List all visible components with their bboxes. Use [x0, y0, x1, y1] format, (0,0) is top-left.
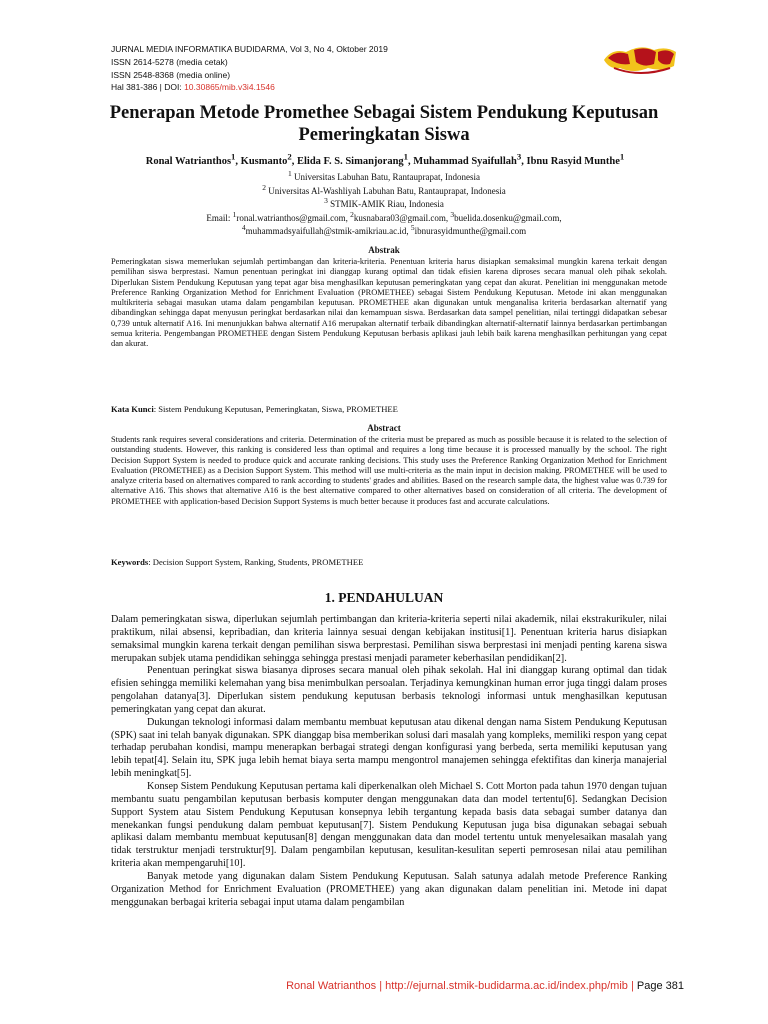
- abstrak-text: Pemeringkatan siswa memerlukan sejumlah pertimbangan dan kriteria-kriteria. Penentuan kriteria harus disiapkan semaksimal mungkin karena terkait dengan pemilihan siswa berprestasi. Namun penentuan peringkat ini dianggap kurang optimal dan tidak efisien karena diproses secara manual oleh pihak sekolah. Diperlukan Sistem Pendukung Keputusan yang tepat agar bisa menghasilkan keputusan pemeringkatan yang cepat dan akurat. Penelitian ini menggunakan metode Preference Ranking Organization Method for Enrichment Evaluation (PROMETHEE) sebagai Sistem Pendukung Keputusan. Metode ini akan menggunakan multikriteria sebagai masukan utama dalam pengambilan keputusan. PROMETHEE akan digunakan untuk menganalisa kriteria berdasarkan alternatif yang dibandingkan sehingga dapat menyusun peringkat berdasarkan nilai dan kemampuan siswa. Berdasarkan data sampel penelitian, nilai tertinggi didapatkan sebesar 0,739 untuk alternatif A16. Ini menunjukkan bahwa alternatif A16 merupakan alternatif terbaik dibandingkan alternatif-alternatif lainnya berdasarkan pertimbangan semua kriteria. Pengembangan PROMETHEE dengan Sistem Pendukung Keputusan berbasis aplikasi jauh lebih baik karena menghasilkan perhitungan yang cepat dan akurat.: [111, 257, 667, 349]
- body-paragraph: Konsep Sistem Pendukung Keputusan pertama kali diperkenalkan oleh Michael S. Cott Morton pada tahun 1970 dengan tujuan membantu suatu pengambilan keputusan berbasis komputer dengan menggunakan data dan model tertentu[6]. Sedangkan Decision Support System atau Sistem Pendukung Keputusan konsepnya lebih tergantung kepada basis data sebagai sumber datanya dan menekankan fungsi pendukung dalam pembuat keputusan[7]. Sistem Pendukung Keputusan juga bisa digunakan sebagai sebuah aplikasi dalam membantu membuat keputusan[8] dengan menggunakan data dan model tertentu untuk menyelesaikan masalah yang tidak terstruktur menjadi terstruktur[9]. Dalam pengambilan keputusan, kesulitan-kesulitan seperti pemrosesan nilai atau pemilihan kriteria akan mempengaruhi[10].: [111, 780, 667, 870]
- abstract-heading: Abstract: [367, 423, 401, 433]
- kata-kunci: [111, 404, 667, 414]
- issn-print: ISSN 2614-5278 (media cetak): [111, 56, 228, 67]
- page-number: Page 381: [636, 980, 684, 992]
- email-line: $^4$muhammadsyaifullah@stmik-amikriau.ac.id, $^5$ibnurasyidmunthe@gmail.com: [241, 223, 527, 237]
- keywords-label: Keywords: [111, 557, 149, 567]
- kata-kunci-text: : Sistem Pendukung Keputusan, Pemeringkatan, Siswa, PROMETHEE: [153, 404, 398, 414]
- journal-logo-icon: [600, 38, 680, 78]
- paper-title: Penerapan Metode Promethee Sebagai Sistem Pendukung Keputusan Pemeringkatan Siswa: [109, 103, 659, 145]
- footer-url[interactable]: http://ejurnal.stmik-budidarma.ac.id/index.php/mib: [385, 980, 628, 992]
- affiliation: $^3$ STMIK-AMIK Riau, Indonesia: [324, 196, 444, 210]
- keywords-text: : Decision Support System, Ranking, Students, PROMETHEE: [148, 557, 364, 567]
- body-paragraph: Penentuan peringkat siswa biasanya diproses secara manual oleh pihak sekolah. Hal ini dianggap kurang optimal dan tidak efisien sehingga memiliki kelemahan yang bisa menimbulkan persoalan. Terjadinya kemungkinan human error juga tinggi dalam proses pengolahan datanya[3]. Diperlukan sistem pendukung keputusan berbasis teknologi informasi untuk menghasilkan keputusan pemeringkatan yang cepat dan akurat.: [111, 665, 667, 715]
- kata-kunci-label: Kata Kunci: [111, 404, 154, 414]
- author: Kusmanto$^2$,: [240, 151, 297, 167]
- page-footer: Ronal Watrianthos | http://ejurnal.stmik-budidarma.ac.id/index.php/mib | Page 381: [286, 980, 684, 992]
- abstract-text: Students rank requires several considerations and criteria. Determination of the criteria must be prepared as much as possible because it is related to the selection of outstanding students. However, this ranking is considered less than optimal and requires a long time because it is processed manually by the school. The right Decision Support System is needed to produce quick and accurate ranking decisions. This study uses the Preference Ranking Organization Method for Enrichment Evaluation (PROMETHEE) as a Decision Support System. This method will use multi-criteria as the main input in decision making. PROMETHEE will be used to analyze criteria based on alternatives compared to rank according to students' grades and abilities. Based on the research sample data, the highest value was 0.739 for alternative A16. This shows that alternative A16 is the best alternative compared to other alternatives based on consideration of all criteria. The development of PROMETHEE with application-based Decision Support Systems is much better because it produces fast and accurate calculations.: [111, 435, 667, 506]
- section-heading: 1. PENDAHULUAN: [324, 590, 444, 605]
- author: Muhammad Syaifullah$^3$,: [413, 151, 527, 167]
- pages-label: Hal 381-386 | DOI:: [111, 82, 185, 93]
- body-paragraph: Dukungan teknologi informasi dalam membantu membuat keputusan atau dikenal dengan nama Sistem Pendukung Keputusan (SPK) saat ini telah banyak digunakan. SPK dianggap bisa memberikan solusi dari masalah yang kompleks, memiliki respon yang cepat terhadap perubahan kondisi, mampu menerapkan berbagai strategi dengan konfigurasi yang berbeda, serta memiliki keputusan yang lebih tepat[4]. Selain itu, SPK juga lebih hemat biaya serta mampu mengontrol manajemen sehingga efektifitas dan kinerja manajerial lebih meningkat[5].: [111, 716, 667, 780]
- affiliation: $^2$ Universitas Al-Washliyah Labuhan Batu, Rantauprapat, Indonesia: [262, 182, 506, 196]
- journal-name: JURNAL MEDIA INFORMATIKA BUDIDARMA, Vol 3, No 4, Oktober 2019: [111, 44, 388, 54]
- email-line: Email: $^1$ronal.watrianthos@gmail.com, $^2$kusnabara03@gmail.com, $^3$buelida.dosenku@gmail.com,: [206, 209, 562, 223]
- footer-author: Ronal Watrianthos: [286, 980, 377, 992]
- author: Ibnu Rasyid Munthe$^1$: [526, 151, 625, 167]
- journal-header: [111, 43, 388, 94]
- affiliations: [100, 169, 668, 237]
- body-paragraph: Dalam pemeringkatan siswa, diperlukan sejumlah pertimbangan dan kriteria-kriteria seperti nilai akademik, nilai ekstrakurikuler, nilai praktikum, nilai absensi, kepribadian, dan kriteria lainnya sesuai dengan kebijakan institusi[1]. Penentuan kriteria harus disiapkan semaksimal mungkin karena terkait dengan pemilihan siswa berprestasi. Pemilihan siswa berprestasi ini menjadi penting karena siswa merupakan subjek utama pendidikan sehingga sehingga prestasi menjadi parameter keberhasilan pendidikan[2].: [111, 614, 667, 664]
- abstrak-heading: Abstrak: [368, 245, 400, 255]
- affiliation: $^1$ Universitas Labuhan Batu, Rantauprapat, Indonesia: [288, 169, 480, 182]
- author: Elida F. S. Simanjorang$^1$,: [296, 151, 414, 167]
- author-list: [95, 151, 675, 167]
- doi-link[interactable]: 10.30865/mib.v3i4.1546: [184, 82, 275, 93]
- keywords: [111, 557, 667, 567]
- author: Ronal Watrianthos$^1$,: [145, 151, 241, 167]
- body-paragraph: Banyak metode yang digunakan dalam Sistem Pendukung Keputusan. Salah satunya adalah metode Preference Ranking Organization Method for Enrichment Evaluation (PROMETHEE) yang akan digunakan dalam penelitian ini. Metode ini dapat menggunakan berbagai kriteria sebagai input utama dalam pengambilan: [111, 870, 667, 908]
- issn-online: ISSN 2548-8368 (media online): [111, 69, 231, 80]
- section-body: [111, 614, 667, 909]
- pages-doi: [111, 81, 388, 94]
